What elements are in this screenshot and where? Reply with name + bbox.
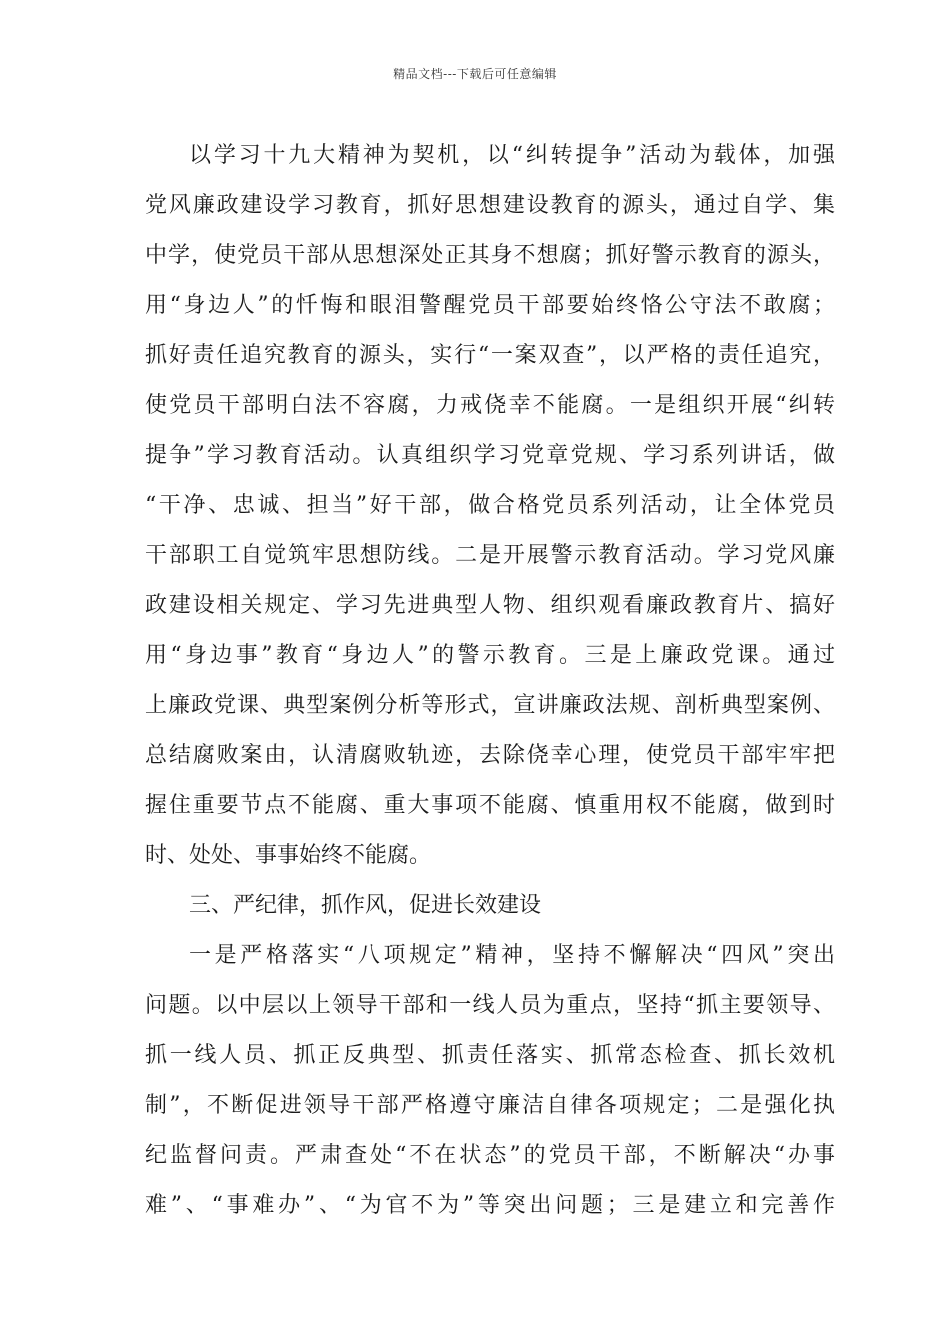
text-line: 握住重要节点不能腐、重大事项不能腐、慎重用权不能腐，做到时	[145, 793, 835, 818]
page-header: 精品文档---下载后可任意编辑	[393, 67, 557, 81]
text-line: 党风廉政建设学习教育，抓好思想建设教育的源头，通过自学、集	[145, 193, 835, 218]
text-line: 上廉政党课、典型案例分析等形式，宣讲廉政法规、剖析典型案例、	[145, 693, 835, 718]
text-line: 制”，不断促进领导干部严格遵守廉洁自律各项规定；二是强化执	[145, 1093, 835, 1118]
heading-line: 三、严纪律，抓作风，促进长效建设	[189, 893, 542, 918]
text-line: 干部职工自觉筑牢思想防线。二是开展警示教育活动。学习党风廉	[145, 543, 835, 568]
text-line: 使党员干部明白法不容腐，力戒侥幸不能腐。一是组织开展“纠转	[145, 393, 835, 418]
text-line: 用“身边人”的忏悔和眼泪警醒党员干部要始终恪公守法不敢腐；	[145, 293, 835, 318]
text-line: 一是严格落实“八项规定”精神，坚持不懈解决“四风”突出	[189, 943, 835, 968]
text-line: 抓好责任追究教育的源头，实行“一案双查”，以严格的责任追究，	[145, 343, 835, 368]
text-line: 中学，使党员干部从思想深处正其身不想腐；抓好警示教育的源头，	[145, 243, 835, 268]
text-line: 难”、“事难办”、“为官不为”等突出问题；三是建立和完善作	[145, 1193, 835, 1218]
paragraph	[145, 131, 835, 881]
text-line: 问题。以中层以上领导干部和一线人员为重点，坚持“抓主要领导、	[145, 993, 835, 1018]
text-line: 用“身边事”教育“身边人”的警示教育。三是上廉政党课。通过	[145, 643, 835, 668]
text-line: 政建设相关规定、学习先进典型人物、组织观看廉政教育片、搞好	[145, 593, 835, 618]
text-line: “干净、忠诚、担当”好干部，做合格党员系列活动，让全体党员	[145, 493, 835, 518]
document-body	[145, 131, 835, 1231]
text-line: 时、处处、事事始终不能腐。	[145, 843, 432, 868]
text-line: 以学习十九大精神为契机，以“纠转提争”活动为载体，加强	[189, 143, 835, 168]
text-line: 纪监督问责。严肃查处“不在状态”的党员干部，不断解决“办事	[145, 1143, 835, 1168]
section-heading	[145, 881, 835, 931]
paragraph	[145, 931, 835, 1231]
text-line: 提争”学习教育活动。认真组织学习党章党规、学习系列讲话，做	[145, 443, 835, 468]
text-line: 抓一线人员、抓正反典型、抓责任落实、抓常态检查、抓长效机	[145, 1043, 835, 1068]
text-line: 总结腐败案由，认清腐败轨迹，去除侥幸心理，使党员干部牢牢把	[145, 743, 835, 768]
